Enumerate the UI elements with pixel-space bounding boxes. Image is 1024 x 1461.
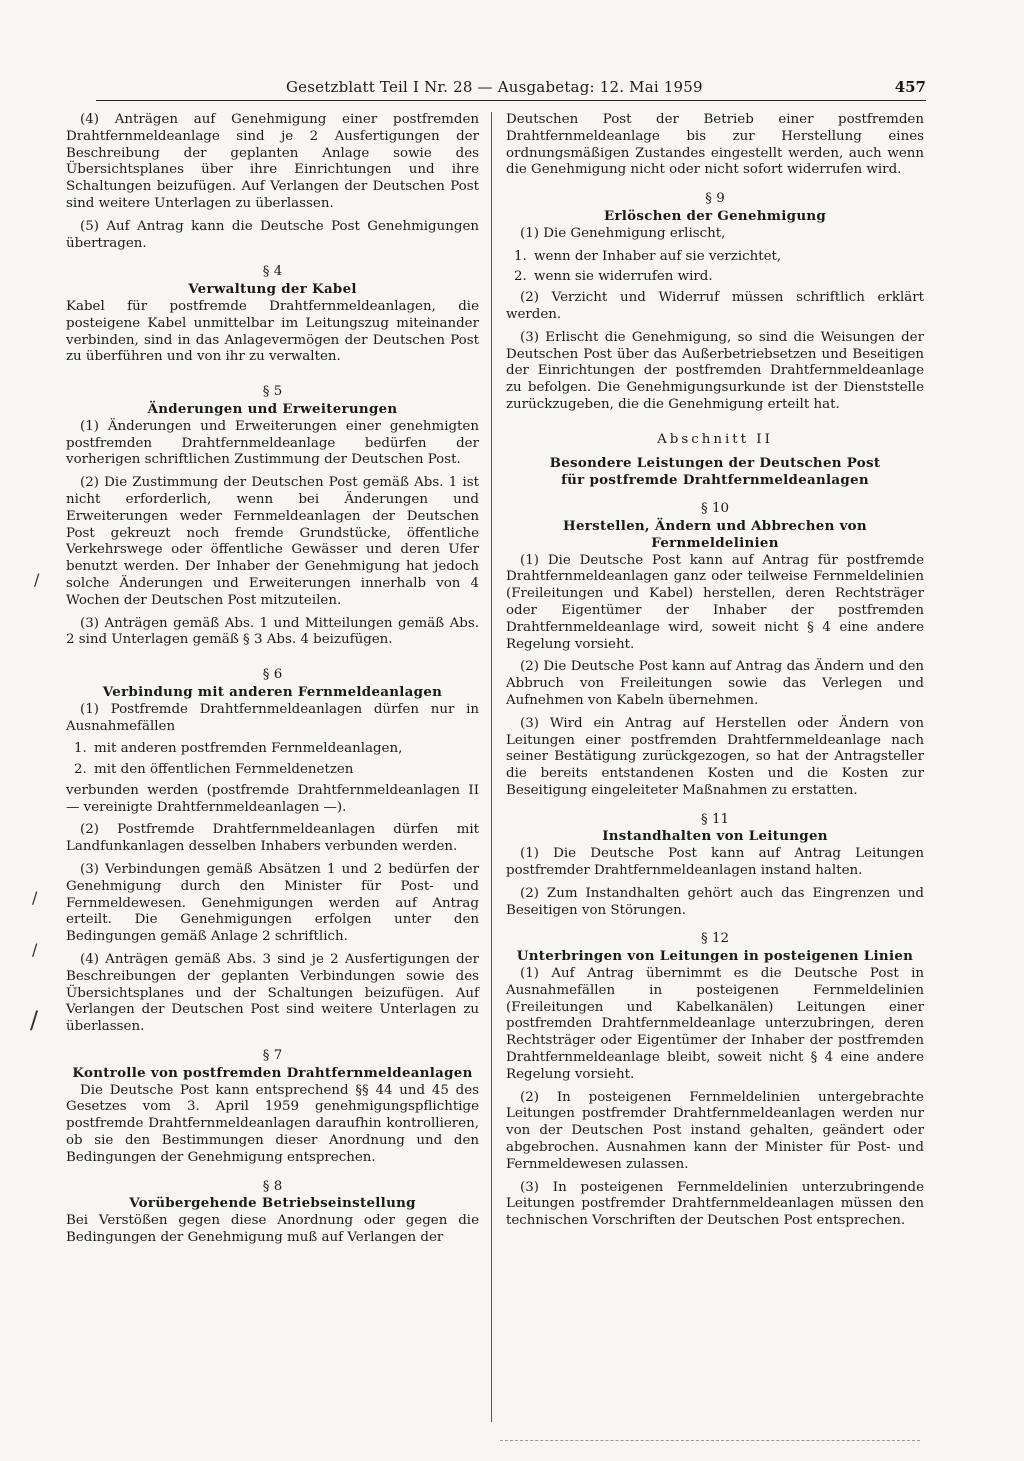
paragraph: verbunden werden (postfremde Drahtfernmeldeanlagen II — vereinigte Drahtfernmeldeanlagen —). [66, 782, 479, 815]
list-item-number: 1. [74, 741, 87, 757]
paragraph: (4) Anträgen auf Genehmigung einer postfremden Drahtfernmeldeanlage sind je 2 Ausfertigungen der Beschreibung der geplanten Anlage sowie des Übersichtsplanes über ihre Einrichtungen und ihre Schaltungen beizufügen. Auf Verlangen der Deutschen Post sind weitere Unterlagen zu überlassen. [66, 112, 479, 211]
margin-pencil-mark: / [34, 570, 40, 589]
list-item-text: wenn der Inhaber auf sie verzichtet, [534, 248, 782, 264]
column-divider [491, 112, 492, 1422]
paragraph: (2) In posteigenen Fernmeldelinien untergebrachte Leitungen postfremder Drahtfernmeldeanlagen werden nur von der Deutschen Post instand gehalten, geändert oder abgebrochen. Ausnahmen kann der Minister für Post- und Fernmeldewesen zulassen. [506, 1089, 924, 1172]
margin-pencil-mark: / [32, 940, 38, 959]
right-column [506, 112, 924, 1236]
paragraph: Bei Verstößen gegen diese Anordnung oder gegen die Bedingungen der Genehmigung muß auf Verlangen der [66, 1213, 479, 1246]
paragraph: (3) Verbindungen gemäß Absätzen 1 und 2 bedürfen der Genehmigung durch den Minister für Post- und Fernmeldewesen. Genehmigungen werden auf Antrag erteilt. Die Genehmigungen erfolgen unter den Bedingungen gemäß Anlage 2 schriftlich. [66, 862, 479, 945]
section-number: § 6 [262, 667, 283, 683]
paragraph: (2) Verzicht und Widerruf müssen schriftlich erklärt werden. [506, 290, 924, 322]
section-title: Instandhalten von Leitungen [602, 828, 828, 845]
chapter-title: Besondere Leistungen der Deutschen Post [549, 454, 881, 471]
list-item-number: 1. [514, 248, 527, 264]
chapter-heading: Abschnitt II [657, 431, 773, 447]
margin-pencil-mark: / [32, 888, 38, 907]
section-number: § 7 [262, 1048, 283, 1064]
paragraph: (2) Die Zustimmung der Deutschen Post gemäß Abs. 1 ist nicht erforderlich, wenn bei Änderungen und Erweiterungen weder Fernmeldeanlagen der Deutschen Post gekreuzt noch fremde Grundstücke, öffentliche Verkehrswege oder öffentliche Gewässer und deren Ufer benutzt werden. Der Inhaber der Genehmigung hat jedoch solche Änderungen und Erweiterungen innerhalb von 4 Wochen der Deutschen Post mitzuteilen. [66, 475, 479, 608]
margin-pencil-mark: / [30, 1006, 39, 1034]
paragraph: (5) Auf Antrag kann die Deutsche Post Genehmigungen übertragen. [66, 218, 479, 251]
section-title: Vorübergehende Betriebseinstellung [129, 1195, 416, 1212]
section-title: Verwaltung der Kabel [188, 281, 357, 298]
list-item-text: mit anderen postfremden Fernmeldeanlagen, [94, 741, 403, 757]
page-header [96, 78, 926, 101]
list-item [66, 762, 479, 779]
paragraph: (4) Anträgen gemäß Abs. 3 sind je 2 Ausfertigungen der Beschreibungen der geplanten Verbindungen sowie des Übersichtsplanes und der Schaltungen beizufügen. Auf Verlangen der Deutschen Post sind weitere Unterlagen zu überlassen. [66, 952, 479, 1035]
section-title: Erlöschen der Genehmigung [603, 207, 827, 224]
page-number: 457 [894, 78, 926, 96]
paragraph: (1) Postfremde Drahtfernmeldeanlagen dürfen nur in Ausnahmefällen [66, 701, 479, 734]
list-item [506, 249, 924, 266]
paragraph: Kabel für postfremde Drahtfernmeldeanlagen, die posteigene Kabel unmittelbar im Leitungszug miteinander verbinden, sind in das Anlagevermögen der Deutschen Post zu überführen und von ihr zu verwalten. [66, 298, 479, 365]
paragraph: (2) Die Deutsche Post kann auf Antrag das Ändern und den Abbruch von Freileitungen sowie das Verlegen und Aufnehmen von Kabeln übernehmen. [506, 659, 924, 708]
paragraph: (3) Erlischt die Genehmigung, so sind die Weisungen der Deutschen Post über das Außerbetriebsetzen und Beseitigen der Einrichtungen der postfremden Drahtfernmeldeanlage zu befolgen. Die Genehmigungsurkunde ist der Dienststelle zurückzugeben, die die Genehmigung erteilt hat. [506, 329, 924, 412]
paragraph: Die Deutsche Post kann entsprechend §§ 44 und 45 des Gesetzes vom 3. April 1959 genehmigungspflichtige postfremde Drahtfernmeldeanlagen daraufhin kontrollieren, ob sie den Bestimmungen dieser Anordnung und den Bedingungen der Genehmigung entsprechen. [66, 1082, 479, 1165]
section-title: Verbindung mit anderen Fernmeldeanlagen [102, 683, 443, 700]
paragraph: (2) Postfremde Drahtfernmeldeanlagen dürfen mit Landfunkanlagen desselben Inhabers verbunden werden. [66, 822, 479, 855]
list-item [506, 269, 924, 286]
paragraph: (2) Zum Instandhalten gehört auch das Eingrenzen und Beseitigen von Störungen. [506, 885, 924, 918]
paragraph: (3) Wird ein Antrag auf Herstellen oder Ändern von Leitungen einer postfremden Drahtfernmeldeanlage nach seiner Bestätigung zurückgezogen, so hat der Antragsteller die bereits entstandenen Kosten und die Kosten zur Beseitigung eingeleiteter Maßnahmen zu erstatten. [506, 715, 924, 798]
section-number: § 4 [262, 264, 283, 280]
chapter-title: für postfremde Drahtfernmeldeanlagen [561, 472, 869, 489]
header-title: Gesetzblatt Teil I Nr. 28 — Ausgabetag: 12. Mai 1959 [286, 78, 703, 96]
section-title: Änderungen und Erweiterungen [147, 400, 398, 417]
left-column [66, 112, 479, 1253]
paragraph: (1) Die Deutsche Post kann auf Antrag Leitungen postfremder Drahtfernmeldeanlagen instand halten. [506, 846, 924, 879]
section-number: § 8 [262, 1178, 283, 1194]
scan-edge-rule [500, 1440, 920, 1441]
section-title: Kontrolle von postfremden Drahtfernmeldeanlagen [72, 1064, 473, 1081]
paragraph: (1) Änderungen und Erweiterungen einer genehmigten postfremden Drahtfernmeldeanlage bedürfen der vorherigen schriftlichen Zustimmung der Deutschen Post. [66, 418, 479, 468]
paragraph: (1) Die Genehmigung erlischt, [520, 225, 726, 241]
section-title: Herstellen, Ändern und Abbrechen von Fernmeldelinien [563, 517, 867, 551]
section-number: § 5 [262, 384, 283, 400]
paragraph: Deutschen Post der Betrieb einer postfremden Drahtfernmeldeanlage bis zur Herstellung eines ordnungsmäßigen Zustandes eingestellt werden, auch wenn die Genehmigung nicht oder nicht sofort widerrufen wird. [506, 112, 924, 178]
paragraph: (3) In posteigenen Fernmeldelinien unterzubringende Leitungen postfremder Drahtfernmeldeanlagen müssen den technischen Vorschriften der Deutschen Post entsprechen. [506, 1179, 924, 1229]
list-item-text: wenn sie widerrufen wird. [534, 269, 713, 285]
list-item-number: 2. [74, 762, 87, 778]
paragraph: (3) Anträgen gemäß Abs. 1 und Mitteilungen gemäß Abs. 2 sind Unterlagen gemäß § 3 Abs. 4 beizufügen. [66, 615, 479, 648]
section-title: Unterbringen von Leitungen in posteigenen Linien [516, 948, 914, 965]
section-number: § 10 [701, 501, 729, 517]
section-number: § 9 [705, 191, 725, 207]
list-item [66, 741, 479, 758]
list-item-number: 2. [514, 269, 527, 285]
list-item-text: mit den öffentlichen Fernmeldenetzen [94, 762, 354, 778]
paragraph: (1) Die Deutsche Post kann auf Antrag für postfremde Drahtfernmeldeanlagen ganz oder teilweise Fernmeldelinien (Freileitungen und Kabel) herstellen, deren Rechtsträger oder Eigentümer der Inhaber der postfremden Drahtfernmeldeanlage wird, soweit nicht § 4 eine andere Regelung vorsieht. [506, 552, 924, 652]
section-number: § 11 [701, 811, 729, 827]
section-number: § 12 [701, 931, 729, 947]
paragraph: (1) Auf Antrag übernimmt es die Deutsche Post in Ausnahmefällen in posteigenen Fernmeldelinien (Freileitungen und Kabelkanälen) Leitungen einer postfremden Drahtfernmeldeanlage unterzubringen, deren Rechtsträger oder Eigentümer der Inhaber der postfremden Drahtfernmeldeanlage bleibt, soweit nicht § 4 eine andere Regelung vorsieht. [506, 966, 924, 1082]
